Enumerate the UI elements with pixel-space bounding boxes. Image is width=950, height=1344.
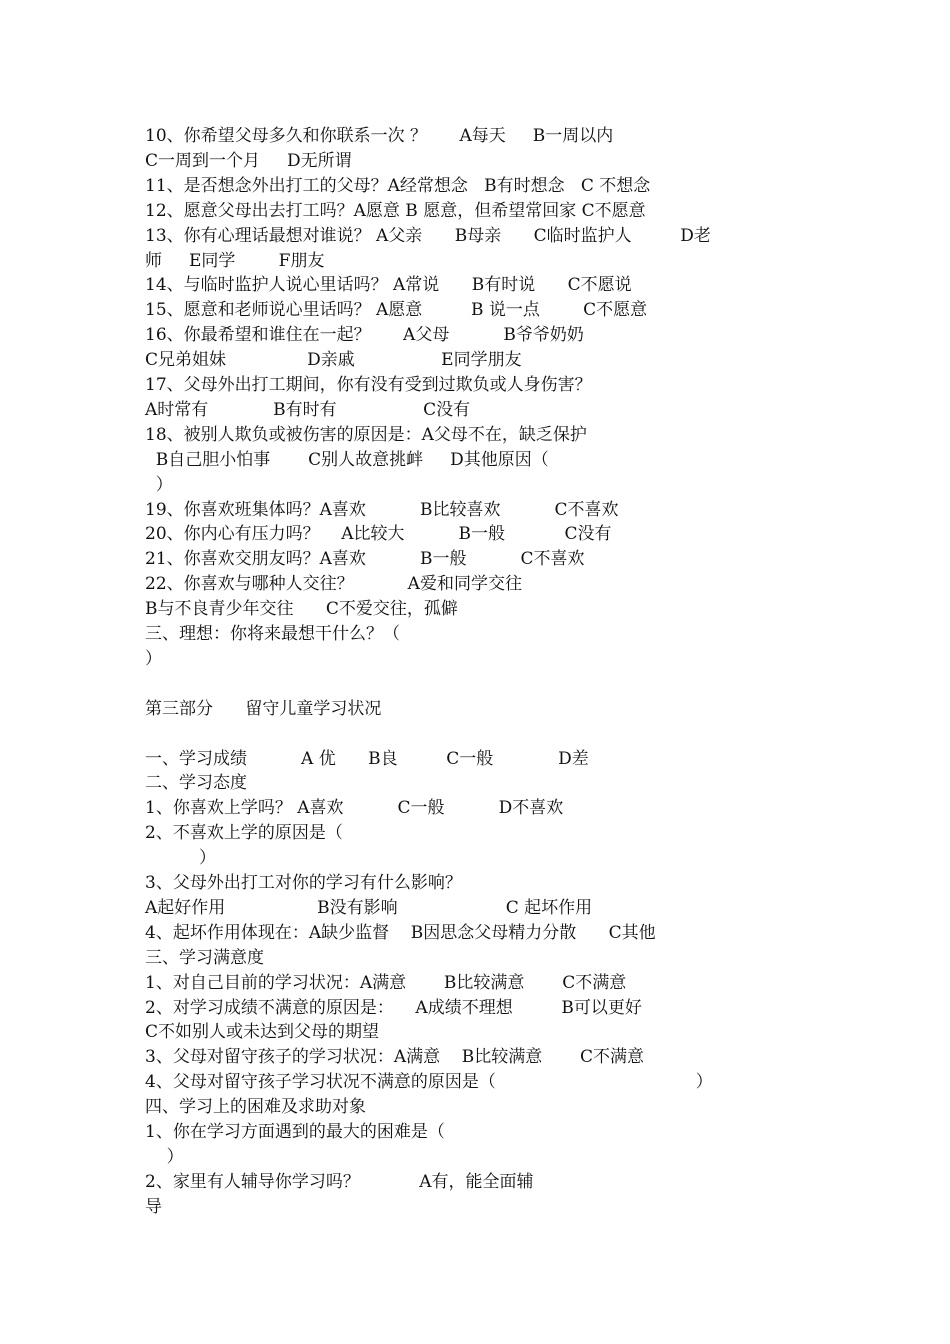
text-line: 22、你喜欢与哪种人交往？ A爱和同学交往 [145,574,522,595]
text-line: 20、你内心有压力吗？ A比较大 B一般 C没有 [145,524,612,545]
text-line: C一周到一个月 D无所谓 [145,150,352,171]
text-line: 17、父母外出打工期间，你有没有受到过欺负或人身伤害？ [145,375,592,395]
text-line: 2、对学习成绩不满意的原因是： A成绩不理想 B可以更好 [145,997,642,1018]
text-line: 19、你喜欢班集体吗？A喜欢 B比较喜欢 C不喜欢 [145,499,619,520]
text-line: 3、父母外出打工对你的学习有什么影响？ [145,873,462,893]
text-line: B自己胆小怕事 C别人故意挑衅 D其他原因（ [145,449,549,470]
text-line: ） [145,1146,184,1167]
text-line: C兄弟姐妹 D亲戚 E同学朋友 [145,350,522,371]
text-line: 13、你有心理话最想对谁说？ A父亲 B母亲 C临时监护人 D老 [145,225,711,246]
text-line: 18、被别人欺负或被伤害的原因是：A父母不在，缺乏保护 [145,424,587,445]
text-line: 4、起坏作用体现在：A缺少监督 B因思念父母精力分散 C其他 [145,922,656,943]
text-line: 1、对自己目前的学习状况：A满意 B比较满意 C不满意 [145,972,627,993]
text-line: C不如别人或未达到父母的期望 [145,1022,380,1043]
text-line: 2、家里有人辅导你学习吗？ A有，能全面辅 [145,1171,534,1192]
text-line: ） [145,474,173,495]
text-line: B与不良青少年交往 C不爱交往，孤僻 [145,599,458,620]
text-line: 三、理想：你将来最想干什么？（ [145,624,400,644]
text-line: 2、不喜欢上学的原因是（ [145,823,343,844]
text-line: 导 [145,1196,162,1217]
text-line: 15、愿意和老师说心里话吗？ A愿意 B 说一点 C不愿意 [145,300,648,321]
text-line: 11、是否想念外出打工的父母？A经常想念 B有时想念 C 不想念 [145,175,651,196]
text-line: 10、你希望父母多久和你联系一次 ？ A每天 B一周以内 [145,126,614,146]
text-line: 12、愿意父母出去打工吗？A愿意 B 愿意，但希望常回家 C不愿意 [145,200,646,221]
text-line: 师 E同学 F朋友 [145,250,325,271]
text-line: 16、你最希望和谁住在一起？ A父母 B爷爷奶奶 [145,325,584,346]
text-line: 1、你喜欢上学吗？ A喜欢 C一般 D不喜欢 [145,798,564,819]
text-line: ） [145,648,162,669]
text-line: 1、你在学习方面遇到的最大的困难是（ [145,1122,445,1142]
text-line: 14、与临时监护人说心里话吗？ A常说 B有时说 C不愿说 [145,275,632,296]
text-line: 3、父母对留守孩子的学习状况：A满意 B比较满意 C不满意 [145,1047,645,1068]
text-line: A时常有 B有时有 C没有 [145,399,471,420]
text-line: 4、父母对留守孩子学习状况不满意的原因是（ ） [145,1072,713,1093]
text-line: 第三部分 留守儿童学习状况 [145,698,382,719]
text-line: 一、学习成绩 A 优 B良 C一般 D差 [145,748,589,769]
text-line: A起好作用 B没有影响 C 起坏作用 [145,897,593,918]
text-line: 三、学习满意度 [145,947,264,968]
text-line: 21、你喜欢交朋友吗？A喜欢 B一般 C不喜欢 [145,549,585,570]
text-line: 四、学习上的困难及求助对象 [145,1097,366,1118]
text-line: 二、学习态度 [145,773,247,794]
text-line: ） [145,848,217,869]
